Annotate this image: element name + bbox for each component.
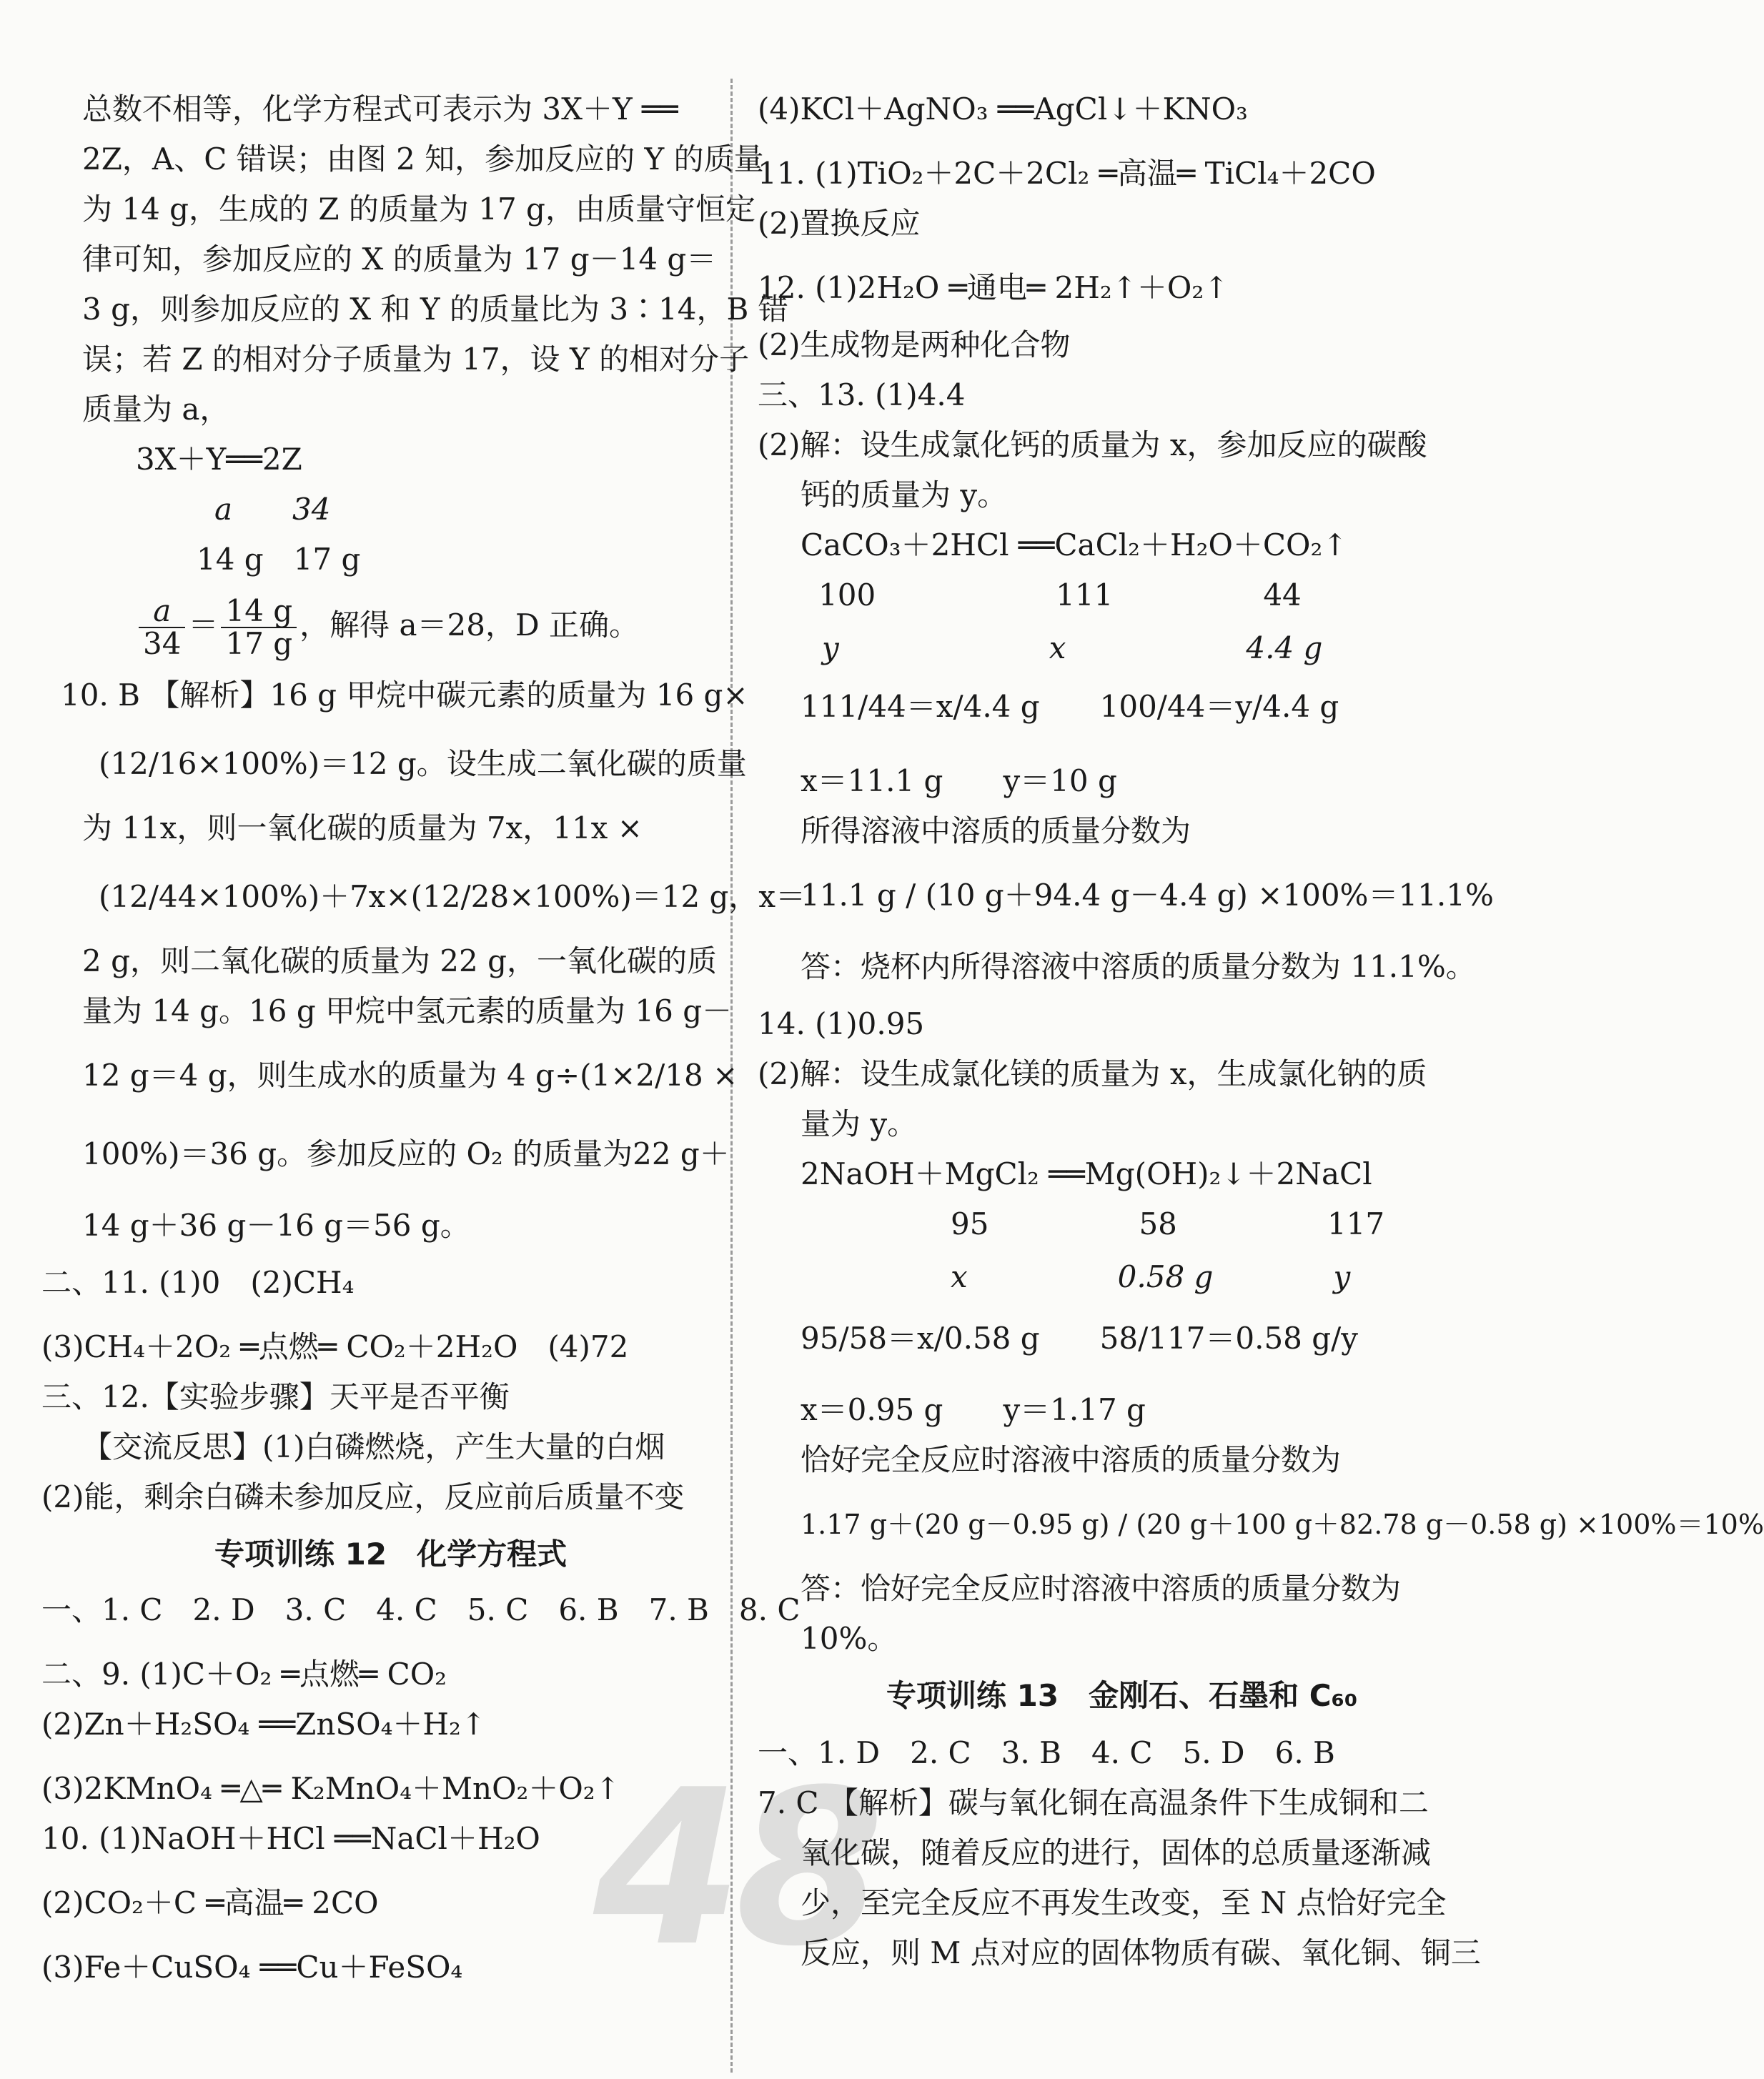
text-line: (2)Zn＋H₂SO₄ ══ZnSO₄＋H₂↑ (41, 1707, 487, 1742)
equation-line: CaCO₃＋2HCl ══CaCl₂＋H₂O＋CO₂↑ (801, 527, 1348, 562)
text-line: 答：烧杯内所得溶液中溶质的质量分数为 11.1%。 (801, 949, 1476, 984)
text-line: x＝11.1 g y＝10 g (801, 763, 1117, 798)
equation-line: x 0.58 g y (951, 1259, 1351, 1294)
answer-11-eq: (3)CH₄＋2O₂ ═点燃═ CO₂＋2H₂O (4)72 (41, 1329, 629, 1364)
text-line: (2)解：设生成氯化钙的质量为 x，参加反应的碳酸 (758, 427, 1427, 462)
text-line: x＝0.95 g y＝1.17 g (801, 1392, 1146, 1427)
text-line: 量为 14 g。16 g 甲烷中氢元素的质量为 16 g－ (82, 993, 733, 1028)
section-heading-12: 专项训练 12 化学方程式 (214, 1537, 568, 1572)
text-line: 钙的质量为 y。 (801, 477, 1008, 512)
text-line: 【交流反思】(1)白磷燃烧，产生大量的白烟 (82, 1429, 665, 1464)
answer-10b: 10. (1)NaOH＋HCl ══NaCl＋H₂O (41, 1821, 540, 1856)
text-line: (2)解：设生成氯化镁的质量为 x，生成氯化钠的质 (758, 1056, 1427, 1091)
text-line: (2)置换反应 (758, 206, 921, 241)
text-line: 100%)＝36 g。参加反应的 O₂ 的质量为22 g＋ (82, 1136, 730, 1171)
text-line: (3)Fe＋CuSO₄ ══Cu＋FeSO₄ (41, 1950, 463, 1985)
fraction-line: 1.17 g＋(20 g－0.95 g) / (20 g＋100 g＋82.78 g－0.58 g) ×100%＝10% (801, 1509, 1764, 1540)
ratio-line: 95/58＝x/0.58 g 58/117＝0.58 g/y (801, 1321, 1359, 1356)
text-line: 为 14 g，生成的 Z 的质量为 17 g，由质量守恒定 (82, 192, 755, 227)
equation-line: 100 111 44 (818, 577, 1302, 612)
text-line: 为 11x，则一氧化碳的质量为 7x，11x × (82, 810, 643, 845)
answer-7: 7. C 【解析】碳与氧化铜在高温条件下生成铜和二 (758, 1785, 1429, 1820)
multiple-choice-answers: 一、1. D 2. C 3. B 4. C 5. D 6. B (758, 1735, 1335, 1770)
text-line: 误；若 Z 的相对分子质量为 17，设 Y 的相对分子 (82, 342, 750, 377)
text-line: (12/16×100%)＝12 g。设生成二氧化碳的质量 (99, 746, 747, 781)
text-line: 律可知，参加反应的 X 的质量为 17 g－14 g＝ (82, 242, 717, 277)
ratio-line: $\frac{a}{34}$ ＝ $\frac{14 g}{17 g}$ ，解得 a＝28，D 正确。 (136, 593, 639, 660)
text-line: 2Z，A、C 错误；由图 2 知，参加反应的 Y 的质量 (82, 142, 764, 177)
text-line: (2)生成物是两种化合物 (758, 327, 1071, 362)
equation-line: 2NaOH＋MgCl₂ ══Mg(OH)₂↓＋2NaCl (801, 1156, 1372, 1191)
text-line: 少，至完全反应不再发生改变，至 N 点恰好完全 (801, 1885, 1447, 1920)
text-line: 氧化碳，随着反应的进行，固体的总质量逐渐减 (801, 1835, 1432, 1870)
section-heading-13: 专项训练 13 金刚石、石墨和 C₆₀ (886, 1678, 1358, 1713)
text-line: 恰好完全反应时溶液中溶质的质量分数为 (801, 1442, 1342, 1477)
text-line: 所得溶液中溶质的质量分数为 (801, 813, 1191, 848)
fraction-line: 11.1 g / (10 g＋94.4 g－4.4 g) ×100%＝11.1% (801, 878, 1494, 913)
text-line: (4)KCl＋AgNO₃ ══AgCl↓＋KNO₃ (758, 91, 1248, 126)
text-line: 质量为 a， (82, 392, 230, 427)
text-line: 答：恰好完全反应时溶液中溶质的质量分数为 (801, 1571, 1402, 1606)
page-number-watermark: 48 (593, 1744, 878, 1993)
answer-12-right: 12. (1)2H₂O ═通电═ 2H₂↑＋O₂↑ (758, 270, 1229, 305)
text-line: 12 g＝4 g，则生成水的质量为 4 g÷(1×2/18 × (82, 1058, 738, 1093)
answer-12: 三、12.【实验步骤】天平是否平衡 (41, 1379, 510, 1414)
text-line: 10%。 (801, 1621, 898, 1656)
answer-9: 二、9. (1)C＋O₂ ═点燃═ CO₂ (41, 1657, 447, 1692)
answer-13: 三、13. (1)4.4 (758, 377, 966, 412)
text-line: 3 g，则参加反应的 X 和 Y 的质量比为 3∶14，B 错 (82, 292, 788, 327)
text-line: 总数不相等，化学方程式可表示为 3X＋Y ══ (82, 91, 678, 126)
text-line: 量为 y。 (801, 1106, 918, 1141)
text-line: (12/44×100%)＋7x×(12/28×100%)＝12 g，x＝ (99, 879, 806, 914)
text-line: (2)能，剩余白磷未参加反应，反应前后质量不变 (41, 1479, 685, 1514)
text-line: 2 g，则二氧化碳的质量为 22 g，一氧化碳的质 (82, 943, 717, 978)
text-line: 14 g＋36 g－16 g＝56 g。 (82, 1208, 470, 1243)
text-line: (2)CO₂＋C ═高温═ 2CO (41, 1885, 379, 1920)
equation-line: 3X＋Y══2Z (136, 442, 302, 477)
fraction: $\frac{a}{34}$ (139, 595, 185, 660)
text-line: (3)2KMnO₄ ═△═ K₂MnO₄＋MnO₂＋O₂↑ (41, 1771, 620, 1806)
answer-14: 14. (1)0.95 (758, 1006, 925, 1041)
equation-line: 14 g 17 g (197, 542, 361, 577)
equation-line: 95 58 117 (951, 1206, 1385, 1241)
equation-line: y x 4.4 g (822, 630, 1323, 665)
fraction: $\frac{14 g}{17 g}$ (221, 595, 297, 660)
answer-11-right: 11. (1)TiO₂＋2C＋2Cl₂ ═高温═ TiCl₄＋2CO (758, 156, 1376, 191)
answer-10: 10. B 【解析】16 g 甲烷中碳元素的质量为 16 g× (61, 678, 748, 713)
answer-11: 二、11. (1)0 (2)CH₄ (41, 1265, 355, 1300)
equation-line: a 34 (214, 492, 331, 527)
text-line: 反应，则 M 点对应的固体物质有碳、氧化铜、铜三 (801, 1935, 1481, 1970)
ratio-line: 111/44＝x/4.4 g 100/44＝y/4.4 g (801, 689, 1339, 724)
multiple-choice-answers: 一、1. C 2. D 3. C 4. C 5. C 6. B 7. B 8. C (41, 1592, 801, 1627)
